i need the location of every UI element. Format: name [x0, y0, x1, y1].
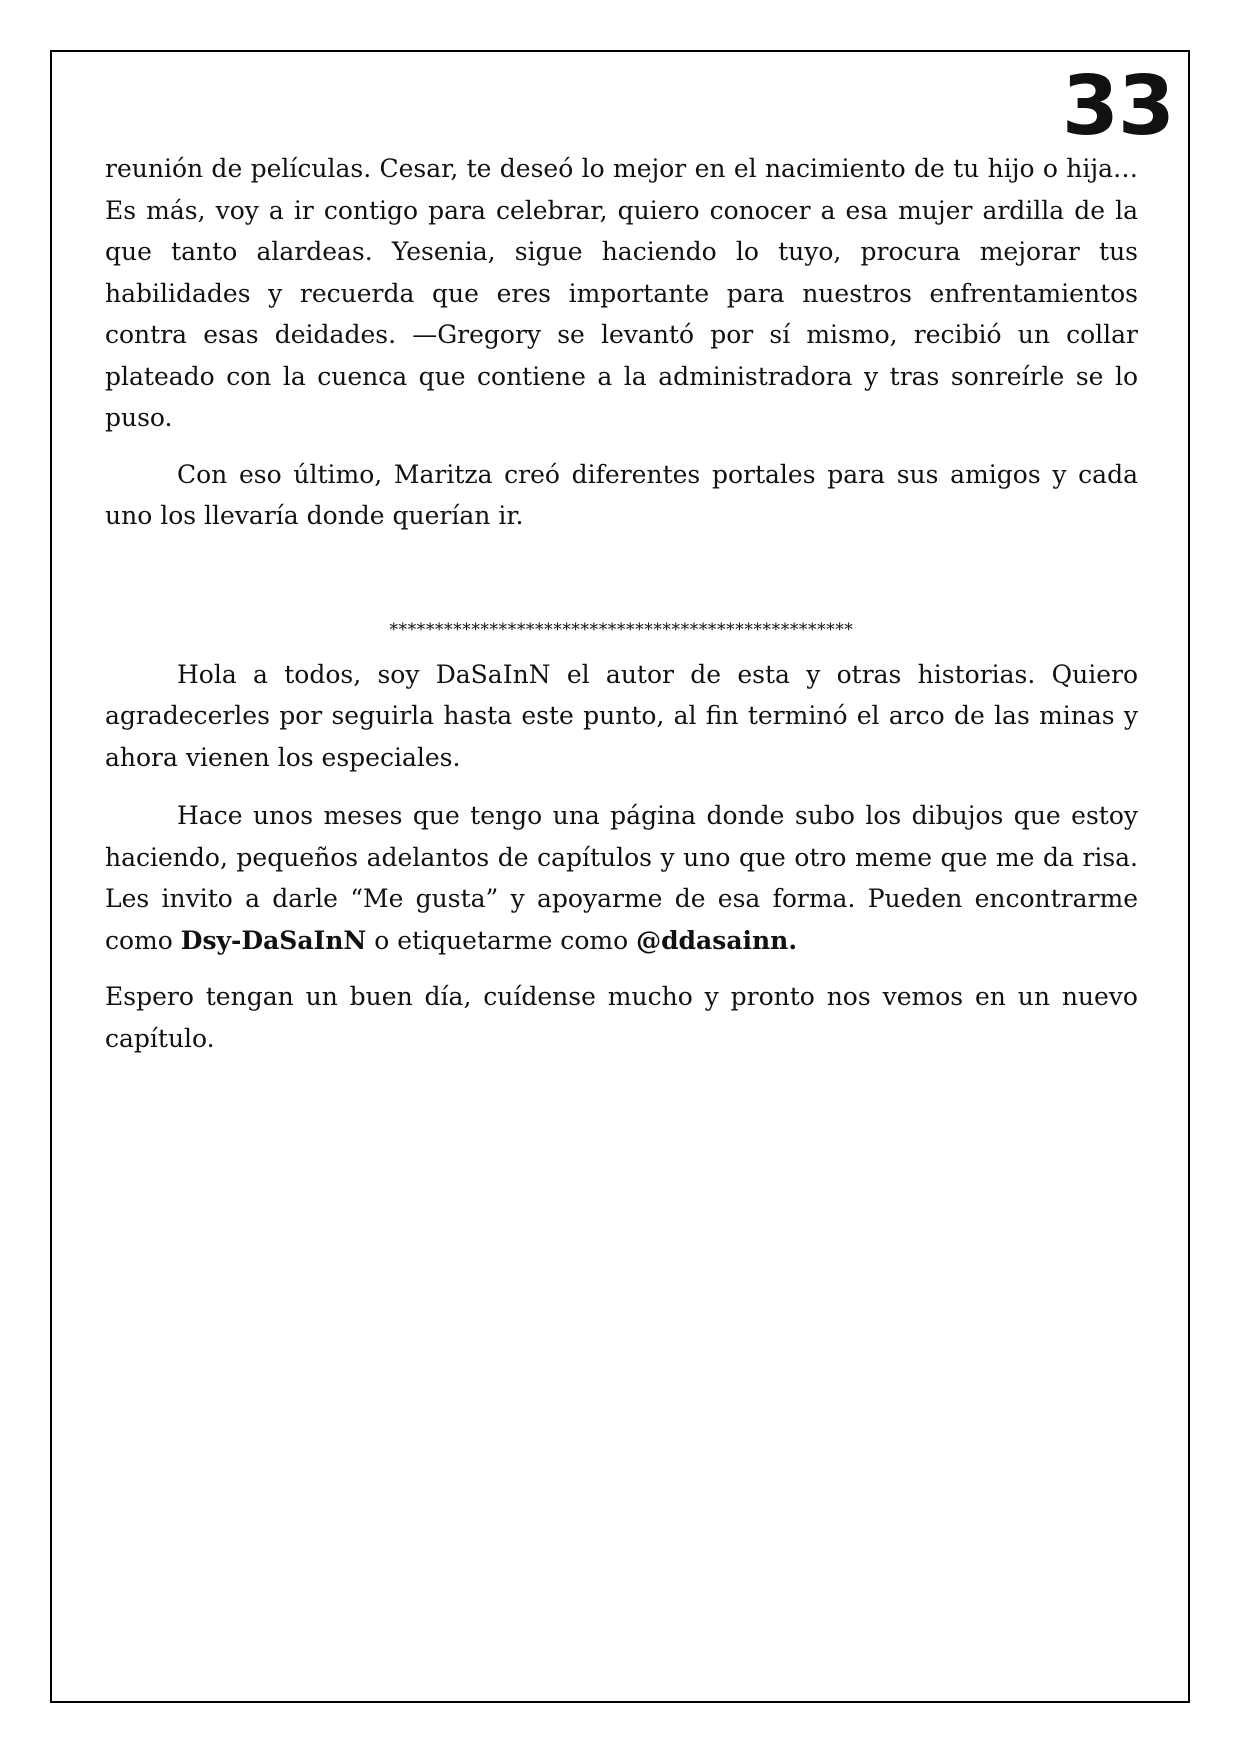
- author-page-text-b: o etiquetarme como: [366, 925, 637, 955]
- page-body: [105, 148, 1138, 1059]
- section-separator: ***************************************************: [389, 619, 854, 640]
- author-tag: @ddasainn.: [636, 925, 798, 955]
- author-handle: Dsy-DaSaInN: [180, 925, 367, 955]
- paragraph-author-page: [105, 795, 1138, 961]
- page-number: 33: [1061, 59, 1174, 154]
- paragraph-farewell: Espero tengan un buen día, cuídense mucho y pronto nos vemos en un nuevo capítulo.: [105, 982, 1138, 1053]
- paragraph-portals: Con eso último, Maritza creó diferentes portales para sus amigos y cada uno los llevaría donde querían ir.: [105, 459, 1138, 530]
- paragraph-author-greeting: Hola a todos, soy DaSaInN el autor de esta y otras historias. Quiero agradecerles por seguirla hasta este punto, al fin terminó el arco de las minas y ahora vienen los especiales.: [105, 659, 1138, 772]
- paragraph-dialogue: reunión de películas. Cesar, te deseó lo mejor en el nacimiento de tu hijo o hija… Es más, voy a ir contigo para celebrar, quiero conocer a esa mujer ardilla de la que tanto alardeas. Yesenia, sigue haciendo lo tuyo, procura mejorar tus habilidades y recuerda que eres importante para nuestros enfrentamientos contra esas deidades. —Gregory se levantó por sí mismo, recibió un collar plateado con la cuenca que contiene a la administradora y tras sonreírle se lo puso.: [105, 154, 1138, 432]
- author-page-text-a: Hace unos meses que tengo una página donde subo los dibujos que estoy haciendo, pequeños adelantos de capítulos y uno que otro meme que me da risa. Les invito a darle “Me gusta” y apoyarme de esa forma. Pueden encontrarme como: [105, 801, 1138, 955]
- page-frame: [50, 50, 1190, 1703]
